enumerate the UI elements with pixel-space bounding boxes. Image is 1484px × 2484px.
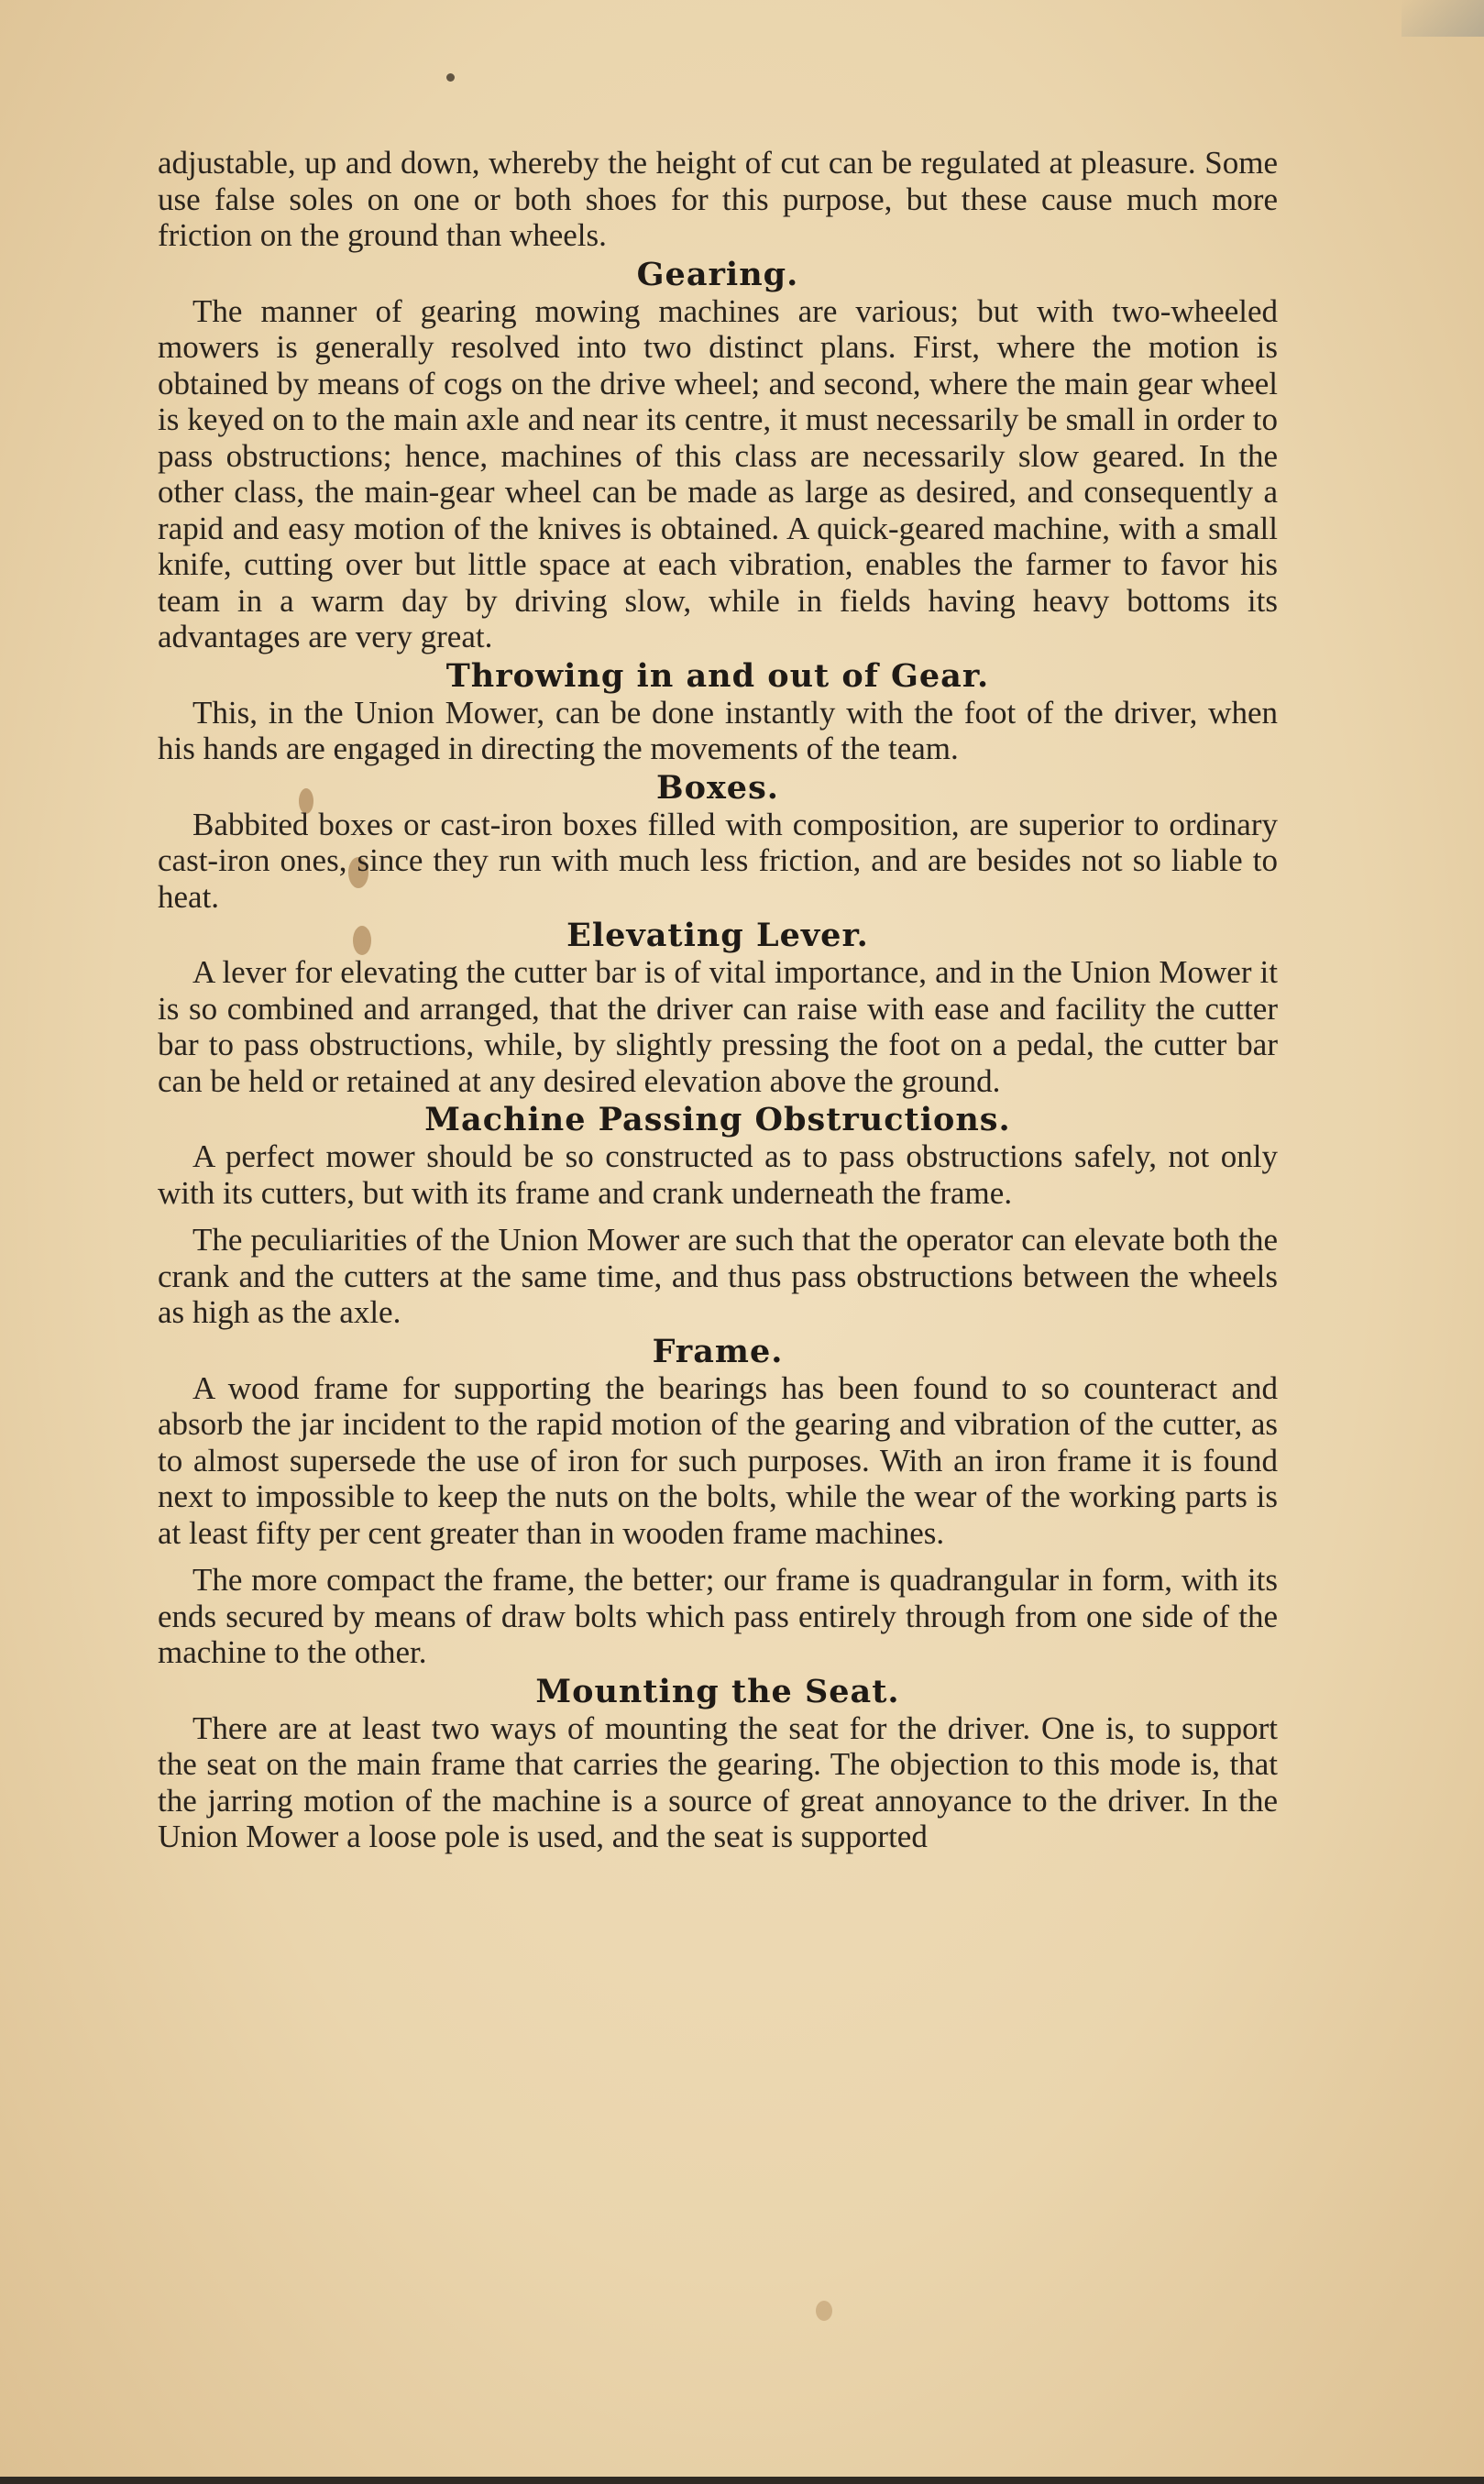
stain-spot	[816, 2301, 832, 2321]
stain-spot	[446, 73, 455, 82]
paragraph: The more compact the frame, the better; our frame is quadrangular in form, with its ends secured by means of draw bolts which pass entirely through from one side of the machine to the other.	[158, 1562, 1278, 1670]
paragraph: This, in the Union Mower, can be done instantly with the foot of the driver, when his hands are engaged in directing the movements of the team.	[158, 694, 1278, 766]
section-heading-passing-obstructions: Machine Passing Obstructions.	[424, 1101, 1011, 1138]
section-heading-frame: Frame.	[652, 1332, 784, 1370]
document-body	[158, 145, 1278, 1855]
paragraph: The manner of gearing mowing machines are various; but with two-wheeled mowers is generally resolved into two distinct plans. First, where the motion is obtained by means of cogs on the drive wheel; and second, where the main gear wheel is keyed on to the main axle and near its centre, it must necessarily be small in order to pass obstructions; hence, machines of this class are necessarily slow geared. In the other class, the main-gear wheel can be made as large as desired, and consequently a rapid and easy motion of the knives is obtained. A quick-geared machine, with a small knife, cutting over but little space at each vibration, enables the farmer to favor his team in a warm day by driving slow, while in fields having heavy bottoms its advantages are very great.	[158, 292, 1278, 654]
section-heading-mounting-seat: Mounting the Seat.	[535, 1672, 900, 1710]
corner-discoloration	[1402, 0, 1484, 37]
paragraph: Babbited boxes or cast-iron boxes filled with composition, are superior to ordinary cast-iron ones, since they run with much less friction, and are besides not so liable to heat.	[158, 806, 1278, 915]
paragraph: There are at least two ways of mounting the seat for the driver. One is, to support the seat on the main frame that carries the gearing. The objection to this mode is, that the jarring motion of the machine is a source of great annoyance to the driver. In the Union Mower a loose pole is used, and the seat is supported	[158, 1709, 1278, 1854]
page-bottom-edge	[0, 2477, 1484, 2484]
paragraph: adjustable, up and down, whereby the height of cut can be regulated at pleasure. Some use false soles on one or both shoes for this purpose, but these cause much more friction on the ground than wheels.	[158, 145, 1278, 253]
paragraph: A perfect mower should be so constructed as to pass obstructions safely, not only with its cutters, but with its frame and crank underneath the frame.	[158, 1138, 1278, 1211]
paragraph: A lever for elevating the cutter bar is of vital importance, and in the Union Mower it is so combined and arranged, that the driver can raise with ease and facility the cutter bar to pass obstructions, while, by slightly pressing the foot on a pedal, the cutter bar can be held or retained at any desired elevation above the ground.	[158, 954, 1278, 1099]
paragraph: A wood frame for supporting the bearings has been found to so counteract and absorb the jar incident to the rapid motion of the gearing and vibration of the cutter, as to almost supersede the use of iron for such purposes. With an iron frame it is found next to impossible to keep the nuts on the bolts, while the wear of the working parts is at least fifty per cent greater than in wooden frame machines.	[158, 1369, 1278, 1551]
section-heading-elevating-lever: Elevating Lever.	[566, 917, 869, 954]
section-heading-throwing-gear: Throwing in and out of Gear.	[445, 656, 990, 695]
section-heading-gearing: Gearing.	[636, 255, 799, 293]
section-heading-boxes: Boxes.	[656, 768, 779, 807]
paragraph: The peculiarities of the Union Mower are such that the operator can elevate both the crank and the cutters at the same time, and thus pass obstructions between the wheels as high as the axle.	[158, 1222, 1278, 1330]
